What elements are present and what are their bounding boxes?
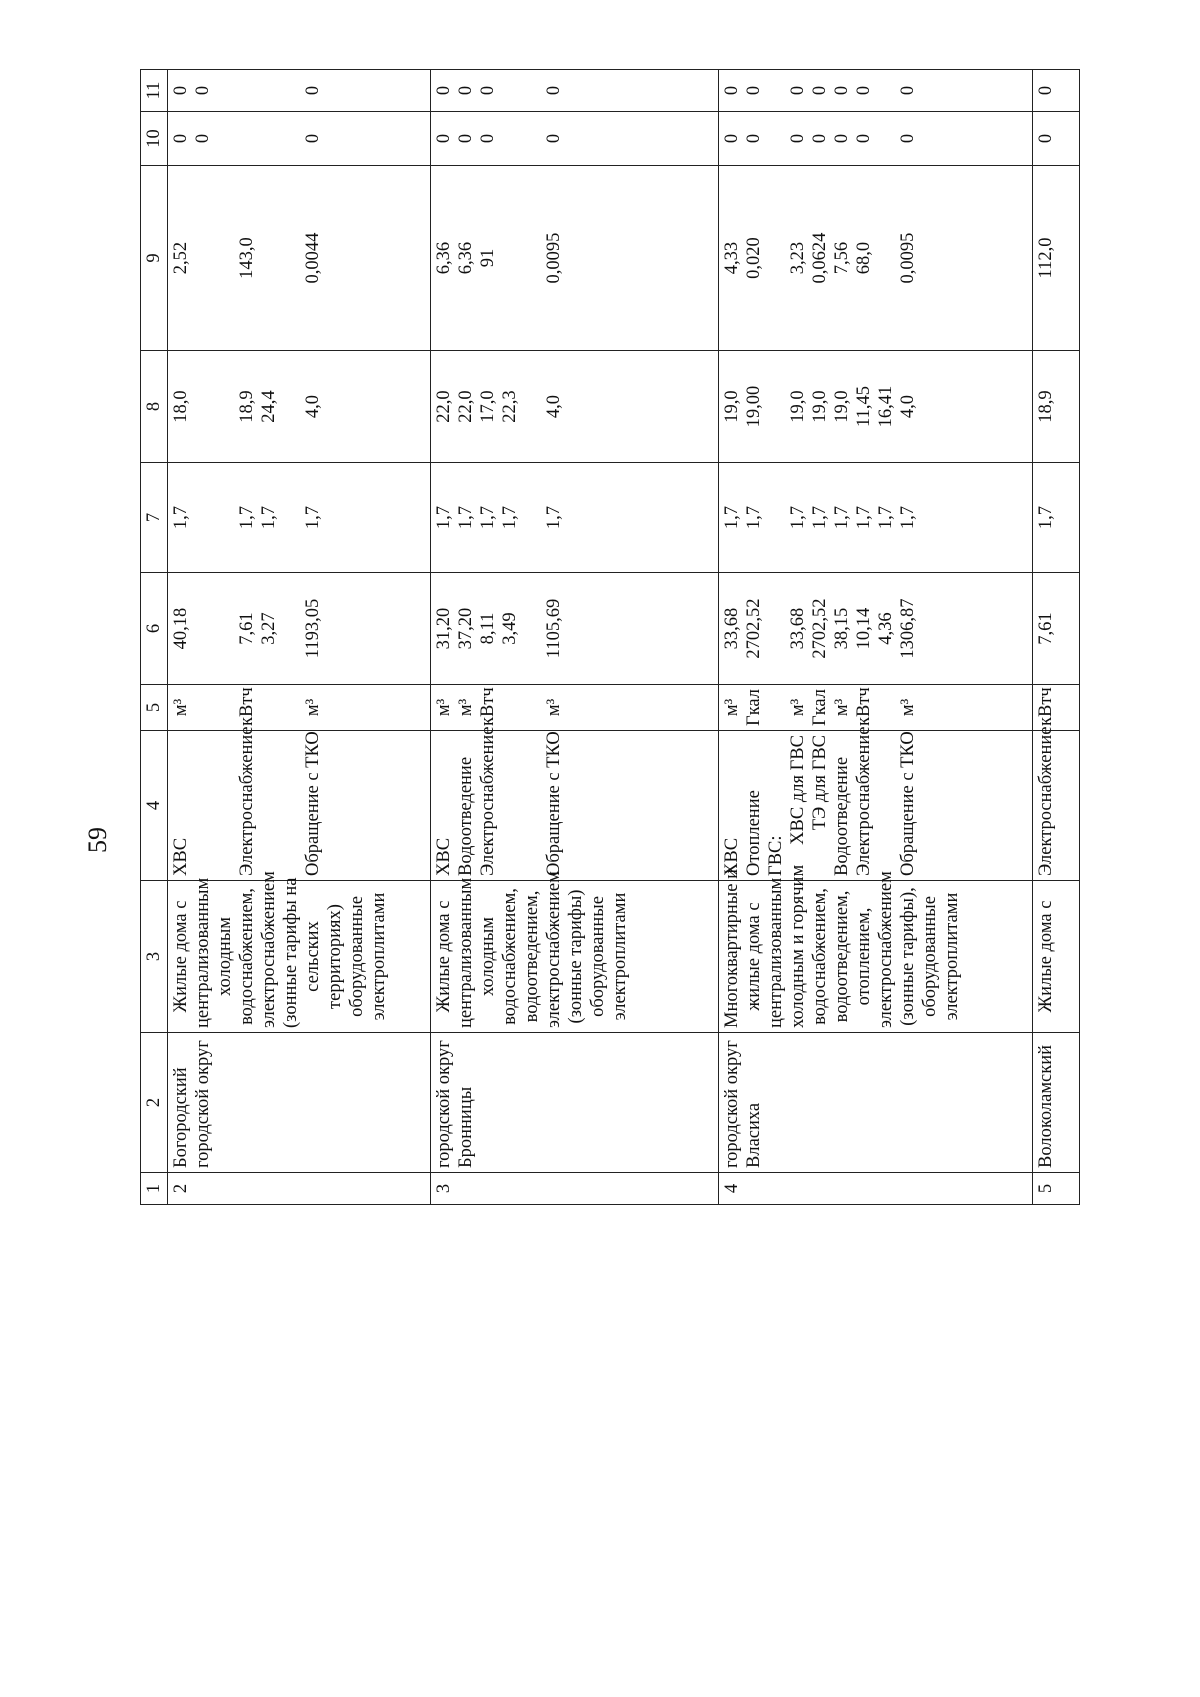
value-cell-c9-line [521, 170, 543, 346]
value-cell-c11-line: 0 [898, 85, 919, 96]
value-cell-c11 [168, 70, 431, 112]
value-cell-c10-line: 0 [898, 133, 919, 144]
col-header: 6 [141, 573, 168, 685]
value-cell-c9-line: 112,0 [1036, 237, 1057, 279]
value-cell-c7-line: 1,7 [303, 505, 323, 530]
value-cell-c10-line: 0 [434, 133, 455, 144]
unit-cell-line: м³ [434, 698, 455, 717]
category-cell-line: водоотведением, [832, 890, 853, 1023]
value-cell-c10-line: 0 [788, 133, 809, 144]
value-cell-c7-line: 1,7 [854, 505, 875, 530]
unit-cell-line: м³ [456, 698, 477, 717]
service-cell-line: Обращение с ТКО [544, 731, 565, 876]
service-cell-line: ТЭ для ГВС [810, 735, 831, 831]
value-cell-c8-line [192, 355, 214, 458]
value-cell-c10-line [521, 116, 543, 161]
value-cell-c6-line: 2702,52 [810, 598, 831, 659]
value-cell-c10-line: 0 [854, 133, 875, 144]
unit-cell-line [258, 689, 280, 726]
value-cell-c9-line [280, 170, 302, 346]
value-cell-c8-line: 19,0 [832, 390, 853, 423]
row-number: 3 [431, 1173, 719, 1205]
value-cell-c10-line [280, 116, 302, 161]
value-cell-c9-line: 2,52 [171, 241, 191, 275]
value-cell-c9-line: 6,36 [456, 241, 477, 275]
value-cell-c8-line [280, 355, 302, 458]
value-cell-c11-line: 0 [171, 85, 191, 96]
value-cell-c6-line [765, 577, 787, 680]
table-row [719, 70, 1033, 1205]
value-cell-c9-line [258, 170, 280, 346]
value-cell-c6-line: 40,18 [171, 607, 191, 650]
col-header: 9 [141, 166, 168, 351]
unit-cell-line [521, 689, 543, 726]
value-cell-c11-line [258, 74, 280, 107]
unit-cell-line: кВтч [478, 687, 499, 726]
value-cell-c8-line: 19,00 [744, 385, 765, 428]
unit-cell-line [192, 689, 214, 726]
value-cell-c10-line: 0 [478, 133, 499, 144]
value-cell-c6-line [214, 577, 236, 680]
value-cell-c9-line: 3,23 [788, 241, 809, 275]
value-cell-c9-line: 4,33 [722, 241, 743, 275]
value-cell-c9-line: 0,0044 [303, 232, 323, 284]
table-row [168, 70, 431, 1205]
value-cell-c10-line [875, 116, 897, 161]
value-cell-c11-line: 0 [810, 85, 831, 96]
value-cell-c7-line: 1,7 [456, 505, 477, 530]
category-cell-line: (зонные тарифы), [898, 887, 919, 1026]
value-cell-c11-line: 0 [1036, 85, 1057, 96]
category-cell-line: (зонные тарифы на [281, 877, 301, 1028]
value-cell-c11-line [236, 74, 258, 107]
unit-cell-line: кВтч [237, 687, 257, 726]
value-cell-c6-line: 10,14 [854, 607, 875, 650]
value-cell-c6-line: 33,68 [722, 607, 743, 650]
value-cell-c9 [719, 166, 1033, 351]
value-cell-c10-line: 0 [744, 133, 765, 144]
service-cell [1033, 726, 1080, 881]
category-cell-line: водоснабжением, [500, 888, 521, 1025]
col-header: 7 [141, 463, 168, 573]
category-cell-line: централизованным [193, 877, 213, 1028]
value-cell-c7 [719, 463, 1033, 573]
service-cell-line: ХВС для ГВС [788, 735, 809, 845]
value-cell-c10-line [258, 116, 280, 161]
service-cell-line [258, 735, 280, 876]
col-header: 8 [141, 351, 168, 463]
unit-cell-line: кВтч [1036, 687, 1057, 726]
value-cell-c11 [431, 70, 719, 112]
row-number: 2 [168, 1173, 431, 1205]
municipality-cell: городской округ Бронницы [431, 1033, 719, 1173]
value-cell-c10-line: 0 [810, 133, 831, 144]
category-cell-line: Жилые дома с [434, 900, 455, 1013]
service-cell-line: Электроснабжение [1036, 726, 1057, 876]
service-cell [719, 726, 1033, 881]
category-cell-line: водоснабжением, [810, 888, 831, 1025]
category-cell-line: (зонные тарифы) [566, 889, 587, 1024]
category-cell-line: электроснабжением [544, 871, 565, 1028]
value-cell-c11-line: 0 [544, 85, 565, 96]
value-cell-c11-line: 0 [854, 85, 875, 96]
unit-cell-line [765, 689, 787, 726]
value-cell-c10 [168, 112, 431, 166]
category-cell [719, 864, 1033, 1033]
value-cell-c7-line [765, 467, 787, 568]
unit-cell-line: м³ [788, 698, 809, 717]
unit-cell [431, 685, 719, 731]
value-cell-c9-line: 7,56 [832, 241, 853, 275]
category-cell-line: водоотведением, [522, 890, 543, 1023]
category-cell-line: Многоквартирные и [722, 869, 743, 1028]
table-row [1033, 70, 1080, 1205]
value-cell-c6-line: 3,27 [259, 612, 279, 645]
page-number: 59 [83, 827, 112, 853]
col-header: 10 [141, 112, 168, 166]
value-cell-c6-line: 37,20 [456, 607, 477, 650]
col-header: 11 [141, 70, 168, 112]
unit-cell-line: Гкал [744, 688, 765, 726]
value-cell-c9-line: 143,0 [237, 237, 257, 279]
value-cell-c6-line [192, 577, 214, 680]
row-number: 4 [719, 1173, 1033, 1205]
value-cell-c11-line: 0 [434, 85, 455, 96]
value-cell-c8-line: 22,0 [456, 390, 477, 423]
category-cell-line: сельских [303, 921, 323, 992]
value-cell-c10-line [214, 116, 236, 161]
value-cell-c9-line: 0,0624 [810, 232, 831, 284]
service-cell-line [192, 735, 214, 876]
value-cell-c8 [1033, 351, 1080, 463]
value-cell-c8-line: 24,4 [259, 390, 279, 423]
value-cell-c10 [1033, 112, 1080, 166]
value-cell-c6-line: 1105,69 [544, 598, 565, 659]
value-cell-c7-line: 1,7 [898, 505, 919, 530]
value-cell-c11-line [214, 74, 236, 107]
value-cell-c9 [431, 166, 719, 351]
value-cell-c8-line [521, 355, 543, 458]
service-cell-line [214, 735, 236, 876]
category-cell-line: отоплением, [854, 907, 875, 1006]
value-cell-c9-line [499, 170, 521, 346]
value-cell-c11-line [765, 74, 787, 107]
category-cell-line: электроснабжением [259, 871, 279, 1028]
value-cell-c7-line [214, 467, 236, 568]
category-cell-line: электроплитами [369, 892, 389, 1021]
value-cell-c8-line: 16,41 [876, 385, 897, 428]
service-cell-line: Водоотведение [832, 756, 853, 876]
unit-cell-line [214, 689, 236, 726]
value-cell-c8-line: 19,0 [722, 390, 743, 423]
col-header: 4 [141, 731, 168, 881]
value-cell-c9-line: 0,020 [744, 237, 765, 279]
service-cell-line: Обращение с ТКО [898, 731, 919, 876]
category-cell-line: холодным [215, 917, 235, 996]
value-cell-c8-line: 4,0 [303, 394, 323, 419]
value-cell-c7 [168, 463, 431, 573]
value-cell-c7-line: 1,7 [171, 505, 191, 530]
value-cell-c11-line: 0 [744, 85, 765, 96]
value-cell-c10-line: 0 [832, 133, 853, 144]
service-cell-line [499, 735, 521, 876]
category-cell [431, 871, 719, 1033]
header-row [141, 70, 168, 1205]
value-cell-c10-line: 0 [544, 133, 565, 144]
municipality-cell: Богородский городской округ [168, 1033, 431, 1173]
municipality-cell: Волоколамский [1033, 1033, 1080, 1173]
value-cell-c6-line [280, 577, 302, 680]
unit-cell [168, 685, 431, 731]
value-cell-c9-line: 91 [478, 248, 499, 268]
value-cell-c7-line [192, 467, 214, 568]
value-cell-c9-line [765, 170, 787, 346]
value-cell-c10-line: 0 [722, 133, 743, 144]
value-cell-c6-line: 3,49 [500, 612, 521, 645]
value-cell-c6-line [521, 577, 543, 680]
value-cell-c8-line: 19,0 [788, 390, 809, 423]
value-cell-c7-line: 1,7 [434, 505, 455, 530]
value-cell-c9 [1033, 166, 1080, 351]
value-cell-c11-line: 0 [832, 85, 853, 96]
value-cell-c7-line: 1,7 [722, 505, 743, 530]
row-number: 5 [1033, 1173, 1080, 1205]
value-cell-c11-line [875, 74, 897, 107]
unit-cell-line: м³ [832, 698, 853, 717]
value-cell-c10-line: 0 [193, 133, 213, 144]
value-cell-c11-line [499, 74, 521, 107]
category-cell-line: оборудованные [920, 896, 941, 1017]
value-cell-c8-line: 22,3 [500, 390, 521, 423]
value-cell-c9-line: 68,0 [854, 241, 875, 275]
value-cell-c7-line: 1,7 [744, 505, 765, 530]
value-cell-c10 [719, 112, 1033, 166]
service-cell-line [875, 735, 897, 876]
category-cell-line: территориях) [325, 904, 345, 1009]
service-cell-line: ХВС [171, 837, 191, 876]
unit-cell-line: м³ [171, 698, 191, 717]
tariff-table [140, 69, 1080, 1205]
col-header: 2 [141, 1033, 168, 1173]
col-header: 3 [141, 881, 168, 1033]
value-cell-c6 [719, 573, 1033, 685]
value-cell-c6-line: 33,68 [788, 607, 809, 650]
category-cell [1033, 881, 1080, 1033]
value-cell-c11-line: 0 [478, 85, 499, 96]
value-cell-c10-line [765, 116, 787, 161]
category-cell-line: оборудованные [347, 896, 367, 1017]
value-cell-c11 [1033, 70, 1080, 112]
value-cell-c7 [1033, 463, 1080, 573]
value-cell-c6 [168, 573, 431, 685]
category-cell-line: холодным [478, 917, 499, 996]
value-cell-c6 [1033, 573, 1080, 685]
value-cell-c7-line: 1,7 [544, 505, 565, 530]
value-cell-c8-line: 22,0 [434, 390, 455, 423]
value-cell-c6-line: 31,20 [434, 607, 455, 650]
value-cell-c7-line: 1,7 [832, 505, 853, 530]
unit-cell-line: м³ [898, 698, 919, 717]
category-cell-line: централизованным [456, 877, 477, 1028]
col-header: 5 [141, 685, 168, 731]
value-cell-c8-line: 17,0 [478, 390, 499, 423]
service-cell-line: Обращение с ТКО [303, 731, 323, 876]
value-cell-c8-line: 4,0 [544, 394, 565, 419]
municipality-cell: городской округ Власиха [719, 1033, 1033, 1173]
service-cell-line: ХВС [434, 837, 455, 876]
category-cell-line: холодным и горячим [788, 864, 809, 1028]
value-cell-c10-line: 0 [1036, 133, 1057, 144]
service-cell [431, 726, 719, 881]
value-cell-c6-line: 2702,52 [744, 598, 765, 659]
value-cell-c8-line: 11,45 [854, 386, 875, 427]
value-cell-c7-line: 1,7 [259, 505, 279, 530]
category-cell-line: Жилые дома с [171, 900, 191, 1013]
value-cell-c10 [431, 112, 719, 166]
service-cell-line [280, 735, 302, 876]
value-cell-c8-line: 18,9 [1036, 390, 1057, 423]
category-cell [168, 871, 431, 1033]
value-cell-c7-line: 1,7 [237, 505, 257, 530]
value-cell-c8-line: 4,0 [898, 394, 919, 419]
category-cell-line: электроснабжением [876, 871, 897, 1028]
value-cell-c6-line: 38,15 [832, 607, 853, 650]
col-header: 1 [141, 1173, 168, 1205]
rotated-table-container [140, 70, 1080, 1205]
value-cell-c9-line [214, 170, 236, 346]
value-cell-c10-line: 0 [171, 133, 191, 144]
value-cell-c6-line: 4,36 [876, 612, 897, 645]
category-cell-line: водоснабжением, [237, 888, 257, 1025]
unit-cell-line: м³ [303, 698, 323, 717]
value-cell-c7-line: 1,7 [788, 505, 809, 530]
value-cell-c8-line [765, 355, 787, 458]
unit-cell [1033, 685, 1080, 731]
value-cell-c11-line: 0 [722, 85, 743, 96]
unit-cell [719, 685, 1033, 731]
service-cell-line [521, 735, 543, 876]
value-cell-c8 [168, 351, 431, 463]
value-cell-c9 [168, 166, 431, 351]
category-cell-line: централизованным [766, 877, 787, 1028]
value-cell-c10-line: 0 [456, 133, 477, 144]
service-cell-line: Электроснабжение [478, 726, 499, 876]
value-cell-c6-line: 1306,87 [898, 598, 919, 659]
value-cell-c11 [719, 70, 1033, 112]
table-row [431, 70, 719, 1205]
value-cell-c8 [431, 351, 719, 463]
unit-cell-line [280, 689, 302, 726]
value-cell-c8-line: 18,9 [237, 390, 257, 423]
category-cell-line: электроплитами [610, 892, 631, 1021]
value-cell-c9-line: 0,0095 [544, 232, 565, 284]
value-cell-c11-line: 0 [456, 85, 477, 96]
category-cell-line: жилые дома с [744, 902, 765, 1011]
value-cell-c10-line [236, 116, 258, 161]
unit-cell-line: Гкал [810, 688, 831, 726]
service-cell-line: ХВС [722, 837, 743, 876]
value-cell-c7-line: 1,7 [1036, 505, 1057, 530]
value-cell-c11-line: 0 [303, 85, 323, 96]
value-cell-c6-line: 8,11 [478, 612, 499, 645]
value-cell-c7-line: 1,7 [876, 505, 897, 530]
value-cell-c6-line: 7,61 [237, 612, 257, 645]
service-cell-line: Отопление [744, 790, 765, 876]
value-cell-c6-line: 7,61 [1036, 612, 1057, 645]
service-cell-line: Водоотведение [456, 756, 477, 876]
value-cell-c9-line [875, 170, 897, 346]
value-cell-c8-line: 19,0 [810, 390, 831, 423]
value-cell-c10-line [499, 116, 521, 161]
value-cell-c6-line: 1193,05 [303, 598, 323, 659]
service-cell [168, 726, 431, 881]
service-cell-line: Электроснабжение [854, 726, 875, 876]
value-cell-c10-line: 0 [303, 133, 323, 144]
unit-cell-line: м³ [544, 698, 565, 717]
unit-cell-line: м³ [722, 698, 743, 717]
value-cell-c7-line: 1,7 [500, 505, 521, 530]
category-cell-line: Жилые дома с [1036, 900, 1057, 1013]
value-cell-c9-line: 0,0095 [898, 232, 919, 284]
value-cell-c11-line: 0 [193, 85, 213, 96]
unit-cell-line [875, 689, 897, 726]
unit-cell-line: кВтч [854, 687, 875, 726]
value-cell-c9-line: 6,36 [434, 241, 455, 275]
value-cell-c7-line [280, 467, 302, 568]
value-cell-c7-line: 1,7 [810, 505, 831, 530]
value-cell-c11-line [521, 74, 543, 107]
value-cell-c7-line [521, 467, 543, 568]
category-cell-line: оборудованные [588, 896, 609, 1017]
value-cell-c8-line: 18,0 [171, 390, 191, 423]
value-cell-c6 [431, 573, 719, 685]
value-cell-c8 [719, 351, 1033, 463]
category-cell-line: электроплитами [942, 892, 963, 1021]
value-cell-c7-line: 1,7 [478, 505, 499, 530]
service-cell-line: ГВС: [766, 835, 787, 876]
value-cell-c8-line [214, 355, 236, 458]
value-cell-c9-line [192, 170, 214, 346]
value-cell-c11-line [280, 74, 302, 107]
value-cell-c7 [431, 463, 719, 573]
service-cell-line: Электроснабжение [237, 726, 257, 876]
value-cell-c11-line: 0 [788, 85, 809, 96]
unit-cell-line [499, 689, 521, 726]
